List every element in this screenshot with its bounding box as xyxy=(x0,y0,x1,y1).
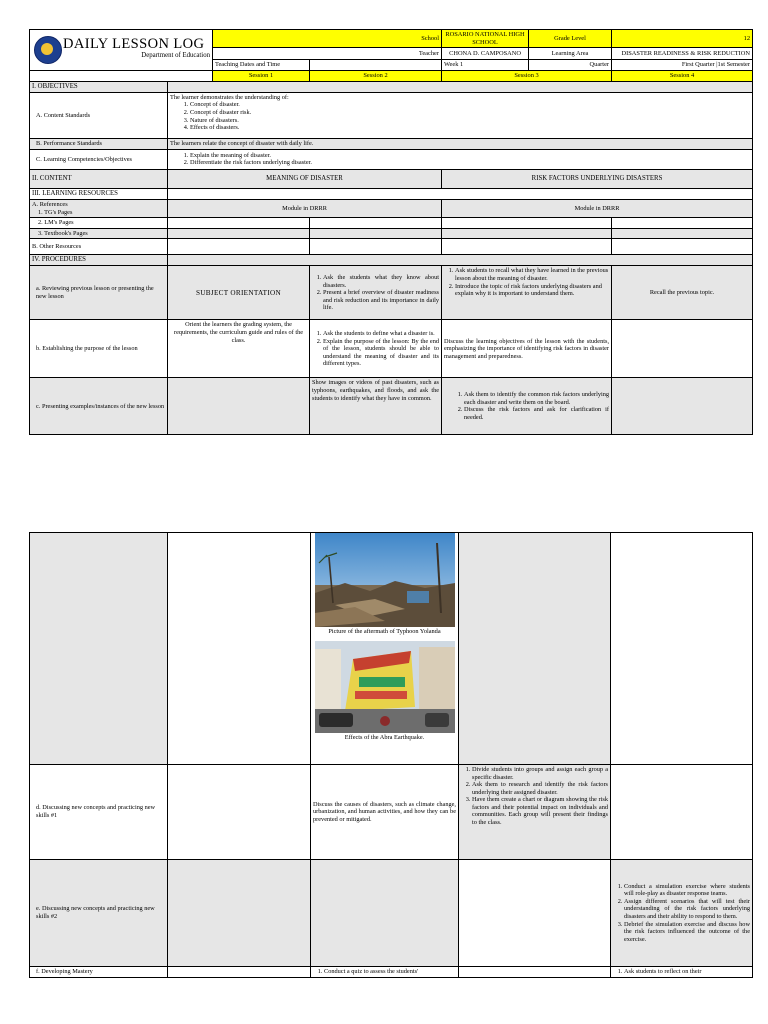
procedure-b-session-2 xyxy=(310,320,442,378)
quarter-label: Quarter xyxy=(529,60,612,71)
competencies-label: C. Learning Competencies/Objectives xyxy=(30,149,168,169)
list-item: 1. Concept of disaster. xyxy=(190,101,750,109)
grade-value: 12 xyxy=(612,30,753,48)
list-item: 1. Ask students to reflect on their xyxy=(624,968,750,976)
dates-label: Teaching Dates and Time xyxy=(213,60,310,71)
session-spacer xyxy=(30,71,213,82)
procedures-heading: IV. PROCEDURES xyxy=(30,255,168,266)
earthquake-effects-photo xyxy=(315,641,455,733)
procedure-f-label: f. Developing Mastery xyxy=(30,967,168,978)
procedure-b-session-1: Orient the learners the grading system, the requirements, the curriculum guide and rules of the class. xyxy=(168,320,310,378)
area-label: Learning Area xyxy=(529,48,612,60)
procedure-f-session-2 xyxy=(311,967,459,978)
list-item: 2. Discuss the risk factors and ask for clarification if needed. xyxy=(464,406,609,421)
performance-standards-text: The learners relate the concept of disaster with daily life. xyxy=(168,138,753,149)
list-item: 2. Assign different scenarios that will test their understanding of the risk factors underlying disasters and their ability to respond to them. xyxy=(624,898,750,921)
photos-cell xyxy=(311,533,459,765)
list-item: 1. Ask students to recall what they have learned in the previous lesson about the meaning of disaster. xyxy=(455,267,609,282)
dll-table-page-1 xyxy=(29,29,753,435)
procedure-b-session-3: Discuss the learning objectives of the lesson with the students, emphasizing the importance of identifying risk factors in disaster management and preparedness. xyxy=(442,320,612,378)
list-item: 1. Conduct a quiz to assess the students' xyxy=(324,968,456,976)
references-label: A. References xyxy=(32,201,68,209)
school-value: ROSARIO NATIONAL HIGH SCHOOL xyxy=(442,30,529,48)
earthquake-photo-caption: Effects of the Abra Earthquake. xyxy=(344,733,425,741)
typhoon-aftermath-photo xyxy=(315,533,455,627)
teacher-value: CHONA D. CAMPOSANO xyxy=(442,48,529,60)
list-item: 3. Nature of disasters. xyxy=(190,117,750,125)
objectives-heading: I. OBJECTIVES xyxy=(30,81,168,92)
list-item: 2. Present a brief overview of disaster readiness and risk reduction and its importance in daily life. xyxy=(323,289,439,312)
procedure-e-session-4 xyxy=(611,860,753,967)
area-value: DISASTER READINESS & RISK REDUCTION xyxy=(612,48,753,60)
content-right-topic: RISK FACTORS UNDERLYING DISASTERS xyxy=(442,169,753,188)
textbook-pages-label: 3. Textbook's Pages xyxy=(30,228,168,239)
list-item: 1. Divide students into groups and assign each group a specific disaster. xyxy=(472,766,608,781)
list-item: 2. Introduce the topic of risk factors underlying disasters and explain why it is important to understand them. xyxy=(455,283,609,298)
title-block xyxy=(30,30,213,71)
procedure-a-session-1: SUBJECT ORIENTATION xyxy=(168,266,310,320)
page-title: DAILY LESSON LOG xyxy=(63,36,205,53)
procedure-a-session-2 xyxy=(310,266,442,320)
list-item: 1. Explain the meaning of disaster. xyxy=(190,152,750,160)
list-item: 3. Have them create a chart or diagram showing the risk factors and their potential impact on individuals and communities. Each group will present their findings to the class. xyxy=(472,796,608,826)
procedure-a-session-4: Recall the previous topic. xyxy=(612,266,753,320)
dates-value xyxy=(310,60,442,71)
list-item: 2. Ask them to research and identify the risk factors underlying their assigned disaster. xyxy=(472,781,608,796)
content-standards-cell xyxy=(168,92,753,138)
procedure-a-label: a. Reviewing previous lesson or presenting the new lesson xyxy=(30,266,168,320)
session-4-header: Session 4 xyxy=(612,71,753,82)
grade-label: Grade Level xyxy=(529,30,612,48)
session-1-header: Session 1 xyxy=(213,71,310,82)
module-left: Module in DRRR xyxy=(168,200,442,218)
procedure-c-session-3 xyxy=(442,378,612,435)
list-item: 2. Differentiate the risk factors underlying disaster. xyxy=(190,159,750,167)
content-heading: II. CONTENT xyxy=(30,169,168,188)
module-right: Module in DRRR xyxy=(442,200,753,218)
resources-heading: III. LEARNING RESOURCES xyxy=(30,188,168,199)
dll-table-page-2 xyxy=(29,532,753,978)
procedure-d-session-3 xyxy=(459,765,611,860)
performance-standards-label: B. Performance Standards xyxy=(30,138,168,149)
teacher-label: Teacher xyxy=(213,48,442,60)
procedure-d-session-2: Discuss the causes of disasters, such as climate change, urbanization, and human activities, and how they can be prevented or mitigated. xyxy=(311,765,459,860)
tg-pages-label: 1. TG's Pages xyxy=(38,208,73,216)
list-item: 2. Concept of disaster risk. xyxy=(190,109,750,117)
week-value: Week 1 xyxy=(442,60,529,71)
procedure-a-session-3 xyxy=(442,266,612,320)
school-label: School xyxy=(213,30,442,48)
procedure-c-session-2: Show images or videos of past disasters, such as typhoons, earthquakes, and floods, and ask the students to identify what they have in common. xyxy=(310,378,442,435)
list-item: 3. Debrief the simulation exercise and discuss how the risk factors influenced the outcome of the exercise. xyxy=(624,921,750,944)
references-cell xyxy=(30,200,168,218)
procedure-e-label: e. Discussing new concepts and practicing new skills #2 xyxy=(30,860,168,967)
list-item: 1. Ask the students what they know about disasters. xyxy=(323,274,439,289)
procedure-c-label: c. Presenting examples/instances of the new lesson xyxy=(30,378,168,435)
list-item: 4. Effects of disasters. xyxy=(190,124,750,132)
procedure-f-session-4 xyxy=(611,967,753,978)
session-2-header: Session 2 xyxy=(310,71,442,82)
lm-pages-label: 2. LM's Pages xyxy=(30,218,168,229)
competencies-cell xyxy=(168,149,753,169)
content-standards-intro: The learner demonstrates the understanding of: xyxy=(170,93,289,101)
procedure-b-label: b. Establishing the purpose of the lesson xyxy=(30,320,168,378)
session-3-header: Session 3 xyxy=(442,71,612,82)
content-standards-label: A. Content Standards xyxy=(30,92,168,138)
procedure-d-label: d. Discussing new concepts and practicing new skills #1 xyxy=(30,765,168,860)
list-item: 1. Ask the students to define what a disaster is. xyxy=(323,330,439,338)
list-item: 2. Explain the purpose of the lesson: By the end of the lesson, students should be able to understand the meaning of disaster and its different types. xyxy=(323,338,439,368)
quarter-value: First Quarter |1st Semester xyxy=(612,60,753,71)
typhoon-photo-caption: Picture of the aftermath of Typhoon Yolanda xyxy=(328,628,441,635)
other-resources-label: B. Other Resources xyxy=(30,239,168,255)
list-item: 1. Conduct a simulation exercise where students will role-play as disaster response teams. xyxy=(624,883,750,898)
department-name: Department of Education xyxy=(141,52,210,60)
list-item: 1. Ask them to identify the common risk factors underlying each disaster and write them on the board. xyxy=(464,391,609,406)
content-left-topic: MEANING OF DISASTER xyxy=(168,169,442,188)
deped-seal-icon xyxy=(34,36,62,64)
